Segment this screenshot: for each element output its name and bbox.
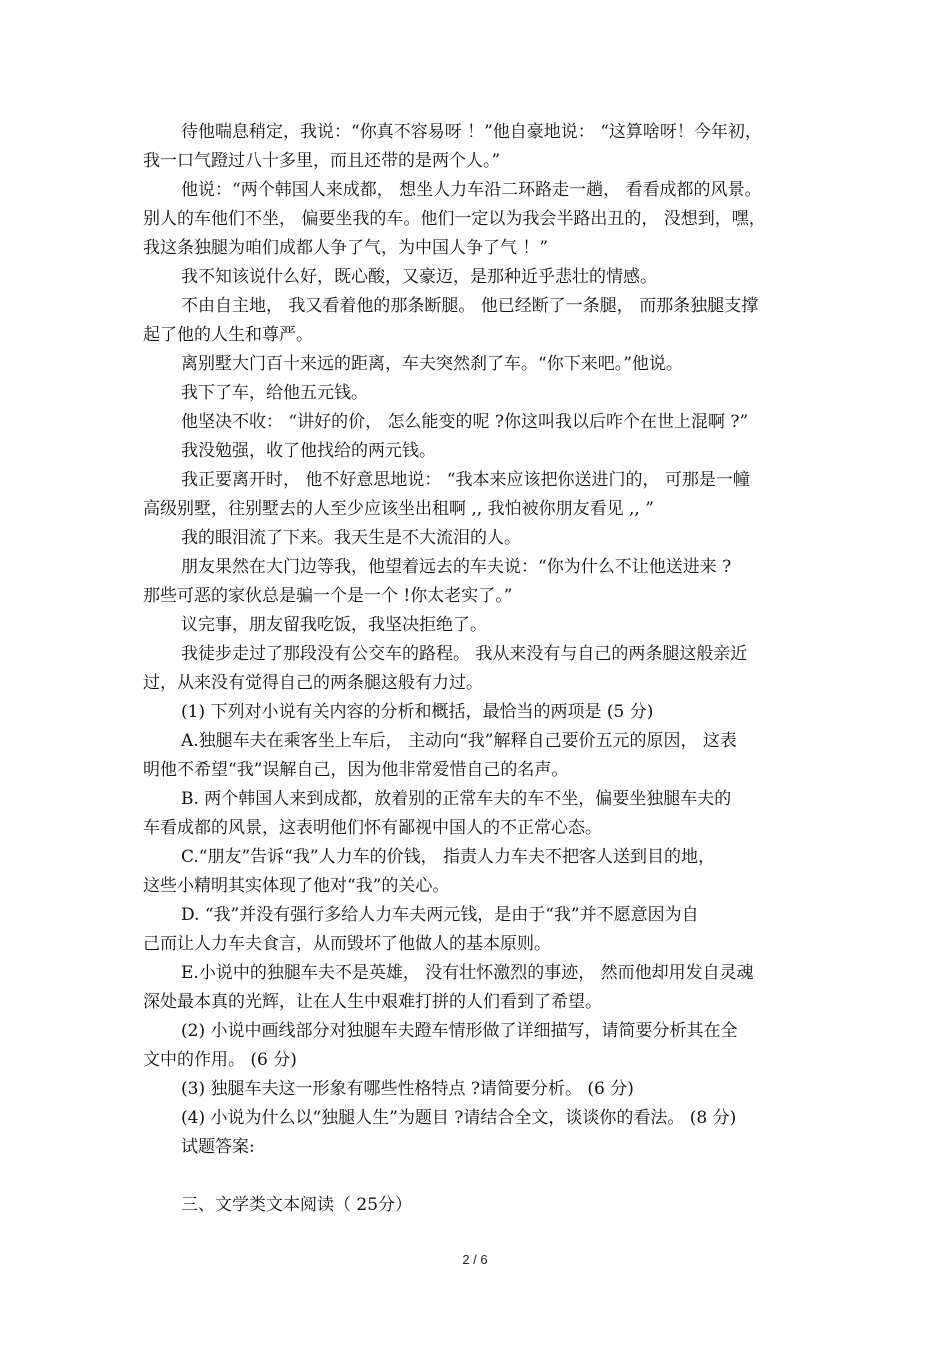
text-line: 过，从来没有觉得自己的两条腿这般有力过。 xyxy=(143,673,483,693)
text-line: 三、文学类文本阅读（ 25分） xyxy=(181,1195,413,1215)
text-line: 不由自主地， 我又看着他的那条断腿。 他已经断了一条腿， 而那条独腿支撑 xyxy=(181,296,759,316)
text-line: 深处最本真的光辉，让在人生中艰难打拼的人们看到了希望。 xyxy=(143,992,602,1012)
text-line: 他说：“两个韩国人来成都， 想坐人力车沿二环路走一趟， 看看成都的风景。 xyxy=(181,180,762,200)
text-line: 我下了车，给他五元钱。 xyxy=(181,383,368,403)
page-number: 2 / 6 xyxy=(462,1252,488,1267)
text-line: 我没勉强，收了他找给的两元钱。 xyxy=(181,441,436,461)
text-line: 我徒步走过了那段没有公交车的路程。 我从来没有与自己的两条腿这般亲近 xyxy=(181,644,748,664)
text-line: 试题答案: xyxy=(181,1137,255,1157)
text-line: 待他喘息稍定，我说：“你真不容易呀 ！”他自豪地说： “这算啥呀！今年初， xyxy=(181,122,762,142)
text-line: 我不知该说什么好，既心酸，又豪迈，是那种近乎悲壮的情感。 xyxy=(181,267,657,287)
text-line: 己而让人力车夫食言，从而毁坏了他做人的基本原则。 xyxy=(143,934,551,954)
text-line: (3) 独腿车夫这一形象有哪些性格特点 ?请简要分析。 (6 分) xyxy=(181,1079,634,1099)
text-line: 高级别墅，往别墅去的人至少应该坐出租啊 ,, 我怕被你朋友看见 ,, ” xyxy=(143,499,654,519)
text-line: B. 两个韩国人来到成都，放着别的正常车夫的车不坐，偏要坐独腿车夫的 xyxy=(181,789,732,809)
text-line: 我正要离开时， 他不好意思地说： “我本来应该把你送进门的， 可那是一幢 xyxy=(181,470,750,490)
text-line: (2) 小说中画线部分对独腿车夫蹬车情形做了详细描写，请简要分析其在全 xyxy=(181,1021,738,1041)
text-line: A.独腿车夫在乘客坐上车后， 主动向“我”解释自己要价五元的原因， 这表 xyxy=(181,731,737,751)
text-line: 我的眼泪流了下来。我天生是不大流泪的人。 xyxy=(181,528,521,548)
text-line: 朋友果然在大门边等我，他望着远去的车夫说：“你为什么不让他送进来 ? xyxy=(181,557,732,577)
text-line: 起了他的人生和尊严。 xyxy=(143,325,313,345)
text-line: D. “我”并没有强行多给人力车夫两元钱，是由于“我”并不愿意因为自 xyxy=(181,905,699,925)
text-line: C.“朋友”告诉“我”人力车的价钱， 指责人力车夫不把客人送到目的地， xyxy=(181,847,715,867)
text-line: 我一口气蹬过八十多里，而且还带的是两个人。” xyxy=(143,151,501,171)
text-line: 他坚决不收： “讲好的价， 怎么能变的呢 ?你这叫我以后咋个在世上混啊 ?” xyxy=(181,412,749,432)
text-line xyxy=(143,1162,813,1191)
text-line: (1) 下列对小说有关内容的分析和概括，最恰当的两项是 (5 分) xyxy=(181,702,654,722)
body-text xyxy=(143,118,813,1220)
text-line: 车看成都的风景，这表明他们怀有鄙视中国人的不正常心态。 xyxy=(143,818,602,838)
text-line: E.小说中的独腿车夫不是英雄， 没有壮怀激烈的事迹， 然而他却用发自灵魂 xyxy=(181,963,754,983)
text-line: 离别墅大门百十来远的距离，车夫突然刹了车。“你下来吧。”他说。 xyxy=(181,354,683,374)
text-line: 这些小精明其实体现了他对“我”的关心。 xyxy=(143,876,450,896)
text-line: 我这条独腿为咱们成都人争了气，为中国人争了气 ！” xyxy=(143,238,549,258)
text-line: 文中的作用。 (6 分) xyxy=(143,1050,297,1070)
text-line: 议完事，朋友留我吃饭，我坚决拒绝了。 xyxy=(181,615,487,635)
text-line: 明他不希望“我”误解自己，因为他非常爱惜自己的名声。 xyxy=(143,760,569,780)
text-line: 那些可恶的家伙总是骗一个是一个 !你太老实了。” xyxy=(143,586,513,606)
text-line: 别人的车他们不坐， 偏要坐我的车。他们一定以为我会半路出丑的， 没想到，嘿， xyxy=(143,209,766,229)
text-line: (4) 小说为什么以“独腿人生”为题目 ?请结合全文，谈谈你的看法。 (8 分) xyxy=(181,1108,737,1128)
